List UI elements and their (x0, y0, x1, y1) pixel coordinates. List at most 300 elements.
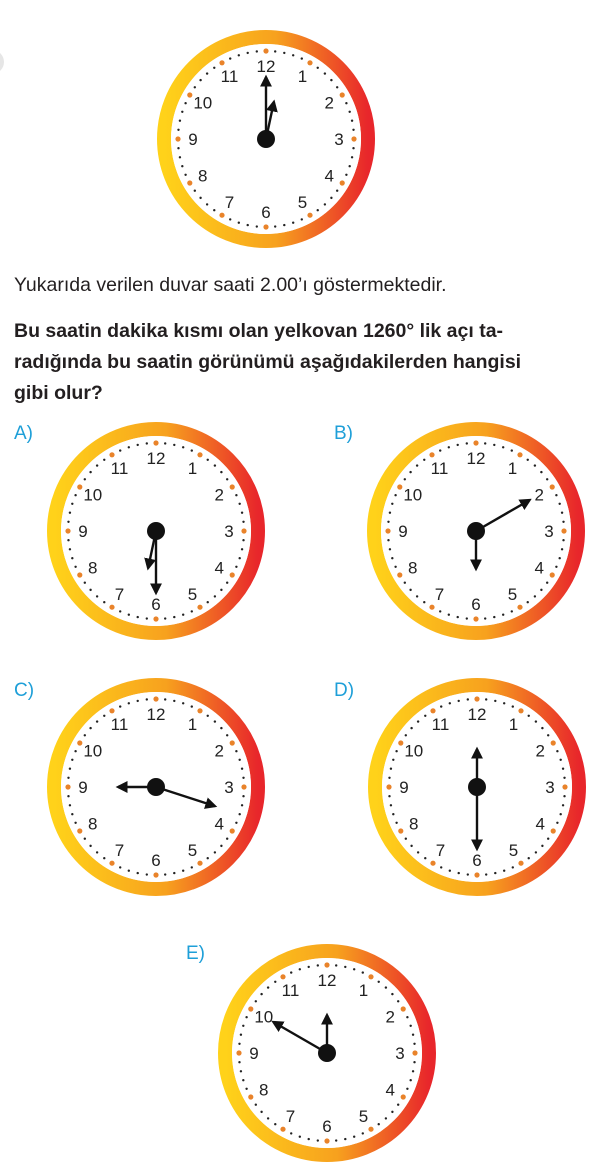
dial-number-3: 3 (395, 1044, 405, 1063)
minute-marker (417, 720, 419, 722)
minute-marker (260, 1111, 262, 1113)
minute-marker (528, 857, 530, 859)
minute-marker (240, 1070, 242, 1072)
minute-marker (406, 1016, 408, 1018)
minute-marker (352, 147, 354, 149)
minute-marker (67, 521, 69, 523)
dial-number-8: 8 (88, 814, 98, 834)
minute-marker (413, 1061, 415, 1063)
dial-number-7: 7 (434, 585, 445, 605)
minute-marker (563, 795, 565, 797)
minute-marker (467, 873, 469, 875)
minute-marker (69, 512, 71, 514)
hour-marker (517, 452, 522, 457)
minute-marker (423, 601, 425, 603)
dial-number-2: 2 (385, 1007, 395, 1027)
minute-marker (213, 67, 215, 69)
hour-marker (77, 740, 82, 745)
minute-marker (556, 822, 558, 824)
minute-marker (74, 822, 76, 824)
minute-marker (292, 54, 294, 56)
minute-marker (559, 813, 561, 815)
minute-marker (485, 698, 487, 700)
minute-marker (324, 203, 326, 205)
hour-marker (324, 1138, 329, 1143)
minute-marker (238, 1043, 240, 1045)
minute-marker (389, 512, 391, 514)
minute-marker (317, 964, 319, 966)
minute-marker (242, 539, 244, 541)
hour-marker (280, 974, 285, 979)
minute-marker (274, 981, 276, 983)
dial-number-7: 7 (224, 193, 235, 213)
hour-marker (109, 861, 114, 866)
hour-marker (340, 92, 345, 97)
dial-number-9: 9 (398, 522, 408, 541)
minute-marker (558, 557, 560, 559)
minute-marker (290, 1132, 292, 1134)
hour-marker (398, 740, 403, 745)
minute-marker (242, 1025, 244, 1027)
minute-marker (67, 539, 69, 541)
dial-number-5: 5 (508, 841, 519, 861)
dial-number-4: 4 (214, 558, 224, 578)
dial-number-10: 10 (193, 93, 213, 113)
minute-marker (119, 705, 121, 707)
minute-marker (561, 548, 563, 550)
intro-text: Yukarıda verilen duvar saati 2.00’ı göstermektedir. (14, 274, 447, 296)
hour-marker (280, 1127, 285, 1132)
minute-marker (457, 444, 459, 446)
dial-number-6: 6 (471, 595, 481, 614)
hour-marker (153, 872, 158, 877)
minute-marker (199, 197, 201, 199)
minute-marker (69, 768, 71, 770)
dial-number-5: 5 (297, 193, 308, 213)
hour-marker (474, 696, 479, 701)
hour-marker (430, 708, 435, 713)
minute-marker (137, 872, 139, 874)
minute-marker (385, 986, 387, 988)
minute-marker (546, 582, 548, 584)
minute-marker (184, 174, 186, 176)
minute-marker (267, 1117, 269, 1119)
minute-marker (484, 442, 486, 444)
minute-marker (238, 1061, 240, 1063)
minute-marker (226, 582, 228, 584)
minute-marker (353, 1135, 355, 1137)
minute-marker (274, 50, 276, 52)
hour-marker (230, 572, 235, 577)
minute-marker (351, 120, 353, 122)
minute-marker (324, 72, 326, 74)
minute-marker (389, 548, 391, 550)
minute-marker (181, 111, 183, 113)
minute-marker (220, 471, 222, 473)
hour-marker (307, 213, 312, 218)
minute-marker (89, 727, 91, 729)
minute-marker (242, 521, 244, 523)
minute-marker (502, 446, 504, 448)
minute-marker (547, 838, 549, 840)
minute-marker (449, 869, 451, 871)
minute-marker (128, 613, 130, 615)
minute-marker (416, 595, 418, 597)
minute-marker (146, 442, 148, 444)
minute-marker (255, 1104, 257, 1106)
minute-marker (182, 613, 184, 615)
minute-marker (351, 156, 353, 158)
clock-face-a (45, 420, 267, 642)
hour-marker (429, 452, 434, 457)
minute-marker (245, 1088, 247, 1090)
minute-marker (179, 156, 181, 158)
minute-marker (247, 224, 249, 226)
minute-marker (182, 869, 184, 871)
minute-marker (207, 601, 209, 603)
hour-marker (65, 528, 70, 533)
hour-marker (473, 440, 478, 445)
hour-marker (197, 861, 202, 866)
minute-marker (255, 1000, 257, 1002)
minute-marker (484, 617, 486, 619)
dial-number-12: 12 (146, 705, 166, 724)
hour-marker (230, 484, 235, 489)
minute-marker (89, 471, 91, 473)
minute-marker (235, 822, 237, 824)
clock-option-d[interactable] (366, 676, 588, 898)
question-line-1: Bu saatin dakika kısmı olan yelkovan 1260° lik açı ta- (14, 320, 504, 342)
minute-marker (511, 449, 513, 451)
dial-number-1: 1 (187, 714, 198, 734)
minute-marker (194, 86, 196, 88)
option-b-label[interactable]: B) (334, 423, 353, 444)
minute-marker (561, 512, 563, 514)
minute-marker (96, 720, 98, 722)
minute-marker (146, 698, 148, 700)
hour-marker (77, 484, 82, 489)
hour-marker (77, 572, 82, 577)
hour-marker (401, 1094, 406, 1099)
option-a-label[interactable]: A) (14, 423, 33, 444)
minute-marker (229, 57, 231, 59)
hour-marker (307, 60, 312, 65)
minute-marker (71, 813, 73, 815)
minute-marker (409, 589, 411, 591)
dial-number-4: 4 (324, 166, 334, 186)
minute-marker (214, 464, 216, 466)
hour-marker (368, 1127, 373, 1132)
minute-marker (494, 872, 496, 874)
minute-marker (416, 464, 418, 466)
dial-number-1: 1 (297, 66, 308, 86)
minute-marker (194, 190, 196, 192)
dial-number-6: 6 (151, 595, 161, 614)
minute-marker (137, 700, 139, 702)
clock-option-e[interactable] (216, 942, 438, 1164)
dial-number-5: 5 (507, 585, 518, 605)
clock-hub (147, 522, 165, 540)
minute-marker (534, 595, 536, 597)
clock-option-a[interactable] (45, 420, 267, 642)
dial-number-12: 12 (317, 971, 337, 990)
dial-number-11: 11 (431, 714, 450, 734)
minute-marker (292, 221, 294, 223)
hour-marker (187, 92, 192, 97)
minute-marker (439, 610, 441, 612)
minute-marker (206, 72, 208, 74)
minute-marker (362, 971, 364, 973)
hour-marker (197, 605, 202, 610)
minute-marker (67, 777, 69, 779)
minute-marker (409, 1079, 411, 1081)
minute-marker (220, 727, 222, 729)
dial-number-9: 9 (399, 778, 409, 797)
hour-marker (517, 605, 522, 610)
minute-marker (466, 617, 468, 619)
minute-marker (540, 471, 542, 473)
minute-marker (206, 203, 208, 205)
minute-marker (466, 442, 468, 444)
minute-marker (527, 459, 529, 461)
dial-number-8: 8 (408, 558, 418, 578)
minute-marker (493, 444, 495, 446)
dial-number-8: 8 (198, 166, 208, 186)
minute-marker (214, 851, 216, 853)
minute-marker (235, 566, 237, 568)
minute-marker (164, 698, 166, 700)
dial-number-12: 12 (146, 449, 166, 468)
minute-marker (409, 471, 411, 473)
dial-number-9: 9 (249, 1044, 259, 1063)
minute-marker (67, 795, 69, 797)
question-line-2: radığında bu saatin görünümü aşağıdakilerden hangisi (14, 351, 522, 373)
clock-face-c (45, 676, 267, 898)
hour-marker (351, 136, 356, 141)
clock-face-main (155, 28, 377, 250)
clock-option-b[interactable] (365, 420, 587, 642)
dial-number-3: 3 (545, 778, 555, 797)
hour-marker (236, 1050, 241, 1055)
question-line-3: gibi olur? (14, 382, 103, 404)
minute-marker (241, 768, 243, 770)
minute-marker (345, 102, 347, 104)
minute-marker (256, 225, 258, 227)
minute-marker (245, 1016, 247, 1018)
minute-marker (391, 993, 393, 995)
minute-marker (391, 1111, 393, 1113)
minute-marker (103, 459, 105, 461)
minute-marker (417, 851, 419, 853)
minute-marker (541, 845, 543, 847)
dial-number-3: 3 (334, 130, 344, 149)
option-d-label[interactable]: D) (334, 680, 355, 701)
minute-marker (391, 503, 393, 505)
dial-number-5: 5 (358, 1107, 369, 1127)
dial-number-8: 8 (259, 1080, 269, 1100)
minute-marker (378, 1123, 380, 1125)
minute-marker (423, 459, 425, 461)
minute-marker (449, 702, 451, 704)
minute-marker (335, 964, 337, 966)
dial-number-6: 6 (322, 1117, 332, 1136)
hour-marker (175, 136, 180, 141)
hour-marker (197, 452, 202, 457)
hour-marker (561, 528, 566, 533)
minute-marker (385, 1117, 387, 1119)
dial-number-6: 6 (472, 851, 482, 870)
clock-hub (147, 778, 165, 796)
minute-marker (256, 50, 258, 52)
dial-number-8: 8 (409, 814, 419, 834)
page-edge-decoration (0, 50, 4, 74)
minute-marker (535, 851, 537, 853)
minute-marker (406, 1088, 408, 1090)
minute-marker (448, 613, 450, 615)
minute-marker (409, 1025, 411, 1027)
dial-number-11: 11 (110, 714, 129, 734)
hour-marker (219, 213, 224, 218)
minute-marker (301, 218, 303, 220)
minute-marker (128, 446, 130, 448)
minute-marker (283, 224, 285, 226)
minute-marker (177, 129, 179, 131)
clock-hub (467, 522, 485, 540)
minute-marker (424, 715, 426, 717)
minute-marker (344, 966, 346, 968)
minute-marker (240, 1034, 242, 1036)
minute-marker (220, 845, 222, 847)
minute-marker (494, 700, 496, 702)
minute-marker (336, 86, 338, 88)
hour-marker (551, 740, 556, 745)
minute-marker (378, 981, 380, 983)
minute-marker (440, 866, 442, 868)
minute-marker (502, 613, 504, 615)
dial-number-2: 2 (535, 741, 545, 761)
minute-marker (317, 1139, 319, 1141)
minute-marker (387, 521, 389, 523)
minute-marker (164, 617, 166, 619)
dial-number-8: 8 (88, 558, 98, 578)
minute-marker (410, 727, 412, 729)
clock-hub (468, 778, 486, 796)
minute-marker (405, 838, 407, 840)
minute-marker (390, 804, 392, 806)
option-e-label[interactable]: E) (186, 943, 205, 964)
minute-marker (179, 120, 181, 122)
minute-marker (493, 616, 495, 618)
minute-marker (467, 698, 469, 700)
clock-face-b (365, 420, 587, 642)
dial-number-10: 10 (83, 741, 103, 761)
minute-marker (84, 478, 86, 480)
minute-marker (207, 857, 209, 859)
clock-hub (318, 1044, 336, 1062)
minute-marker (392, 813, 394, 815)
minute-marker (485, 873, 487, 875)
minute-marker (199, 79, 201, 81)
dial-number-12: 12 (256, 57, 276, 76)
dial-number-3: 3 (544, 522, 554, 541)
dial-number-11: 11 (110, 458, 129, 478)
minute-marker (540, 589, 542, 591)
minute-marker (387, 539, 389, 541)
minute-marker (352, 129, 354, 131)
hour-marker (368, 974, 373, 979)
minute-marker (559, 759, 561, 761)
hour-marker (412, 1050, 417, 1055)
dial-number-4: 4 (535, 814, 545, 834)
minute-marker (448, 446, 450, 448)
minute-marker (391, 557, 393, 559)
minute-marker (89, 589, 91, 591)
minute-marker (562, 539, 564, 541)
minute-marker (146, 873, 148, 875)
minute-marker (184, 102, 186, 104)
dial-number-9: 9 (78, 522, 88, 541)
minute-marker (397, 1104, 399, 1106)
minute-marker (330, 79, 332, 81)
minute-marker (235, 750, 237, 752)
dial-number-10: 10 (404, 741, 424, 761)
minute-marker (164, 442, 166, 444)
option-c-label[interactable]: C) (14, 680, 35, 701)
minute-marker (103, 715, 105, 717)
minute-marker (173, 700, 175, 702)
minute-marker (563, 777, 565, 779)
minute-marker (395, 750, 397, 752)
dial-number-9: 9 (188, 130, 198, 149)
clock-face-d (366, 676, 588, 898)
hour-marker (263, 224, 268, 229)
minute-marker (242, 795, 244, 797)
minute-marker (173, 872, 175, 874)
minute-marker (128, 869, 130, 871)
dial-number-6: 6 (151, 851, 161, 870)
minute-marker (283, 52, 285, 54)
minute-marker (241, 548, 243, 550)
dial-number-2: 2 (214, 741, 224, 761)
minute-marker (388, 777, 390, 779)
minute-marker (260, 993, 262, 995)
minute-marker (405, 734, 407, 736)
hour-marker (340, 180, 345, 185)
hour-marker (324, 962, 329, 967)
dial-number-11: 11 (220, 66, 239, 86)
minute-marker (335, 1139, 337, 1141)
minute-marker (392, 759, 394, 761)
minute-marker (440, 705, 442, 707)
hour-marker (518, 861, 523, 866)
minute-marker (345, 174, 347, 176)
hour-marker (263, 48, 268, 53)
minute-marker (353, 968, 355, 970)
minute-marker (69, 548, 71, 550)
minute-marker (238, 503, 240, 505)
hour-marker (562, 784, 567, 789)
dial-number-1: 1 (358, 980, 369, 1000)
hour-marker (550, 572, 555, 577)
hour-marker (187, 180, 192, 185)
minute-marker (235, 494, 237, 496)
hour-marker (109, 605, 114, 610)
dial-number-9: 9 (78, 778, 88, 797)
minute-marker (528, 715, 530, 717)
minute-marker (395, 822, 397, 824)
minute-marker (541, 727, 543, 729)
clock-option-c[interactable] (45, 676, 267, 898)
